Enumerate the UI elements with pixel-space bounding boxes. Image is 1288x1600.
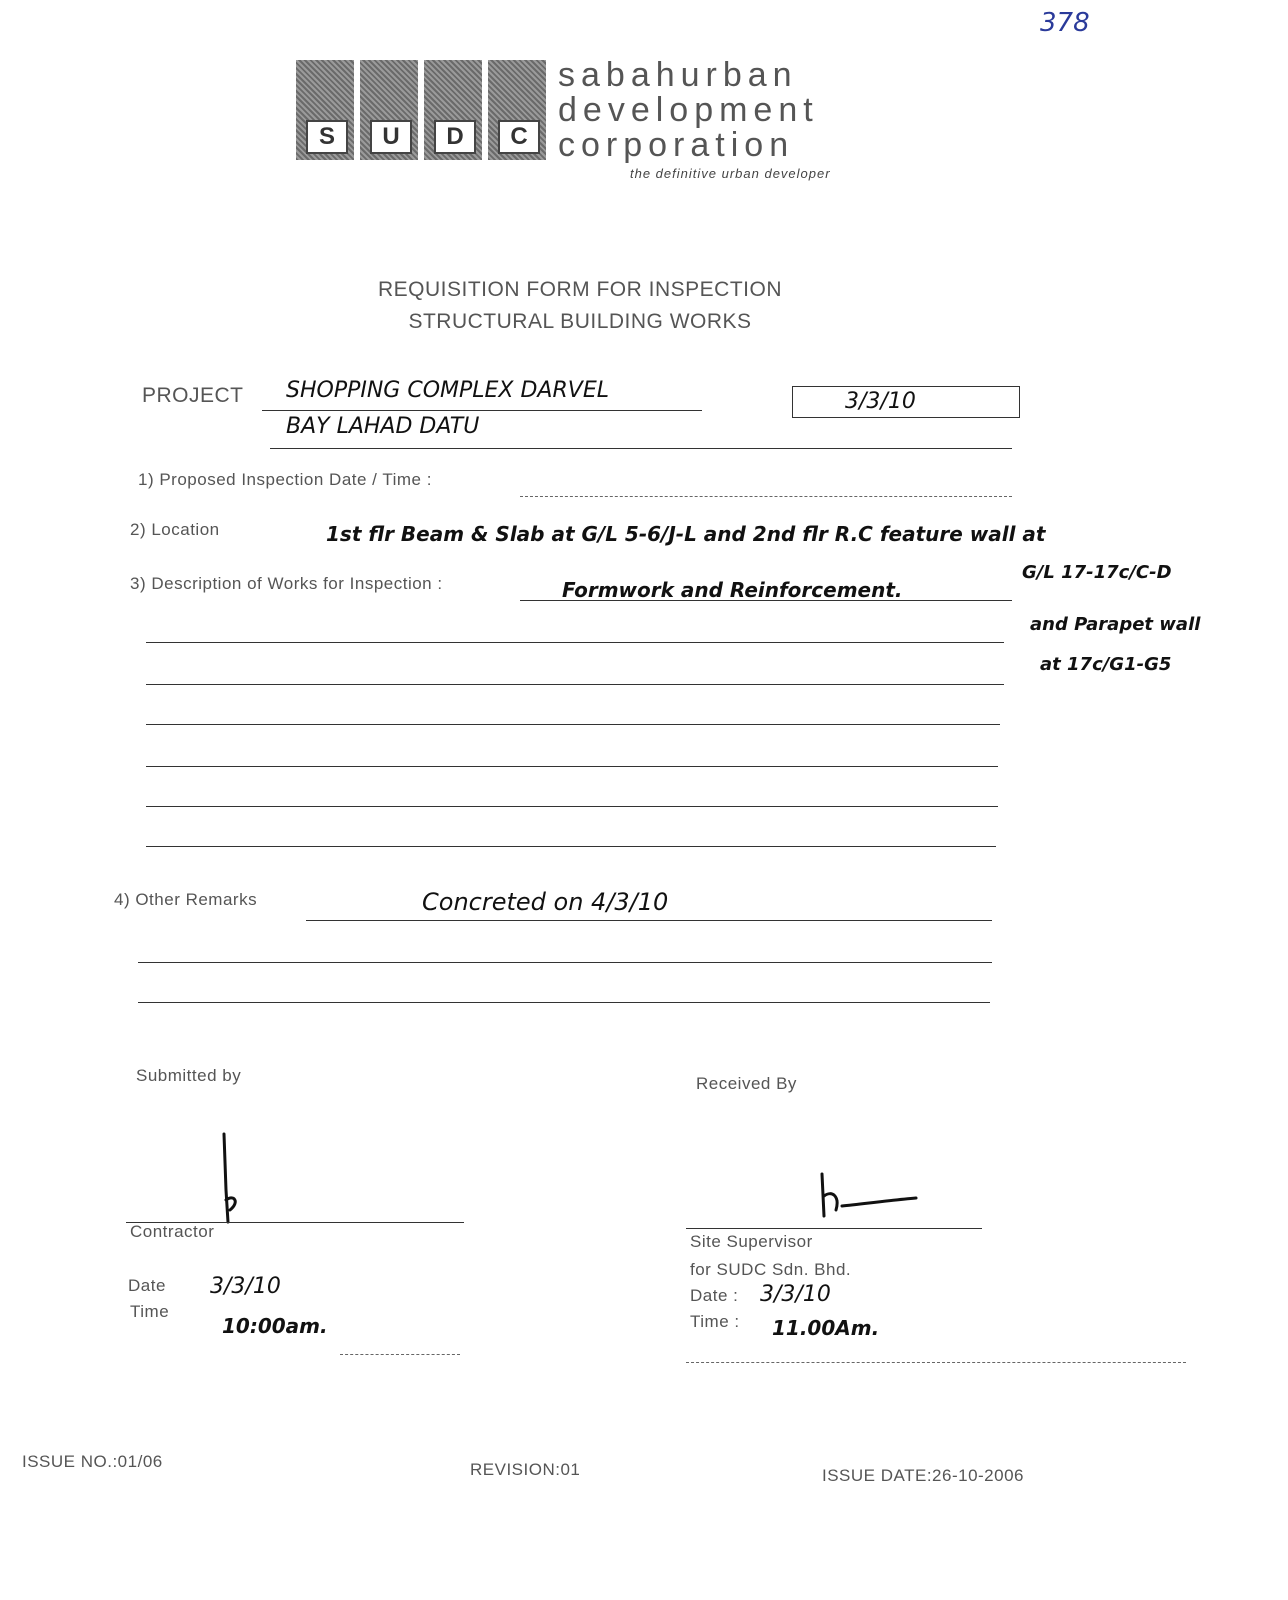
description-value: Formwork and Reinforcement. bbox=[562, 578, 903, 602]
logo-block-c bbox=[488, 60, 546, 160]
contractor-date-label: Date bbox=[128, 1276, 166, 1295]
proposed-inspection-label: 1) Proposed Inspection Date / Time : bbox=[138, 470, 432, 489]
location-label: 2) Location bbox=[130, 520, 220, 539]
logo-letter-c: C bbox=[498, 120, 540, 154]
footer-issue-no: ISSUE NO.:01/06 bbox=[22, 1452, 163, 1471]
blank-line-1 bbox=[146, 642, 1004, 643]
description-line bbox=[520, 600, 1012, 601]
project-underline-2 bbox=[270, 448, 1012, 449]
project-value-line-2: BAY LAHAD DATU bbox=[286, 414, 480, 439]
project-value-line-1: SHOPPING COMPLEX DARVEL bbox=[286, 378, 609, 403]
blank-line-2 bbox=[146, 684, 1004, 685]
logo-block-d bbox=[424, 60, 482, 160]
logo-letter-u: U bbox=[370, 120, 412, 154]
blank-line-6 bbox=[146, 846, 996, 847]
blank-line-3 bbox=[146, 724, 1000, 725]
remarks-blank-line-1 bbox=[138, 962, 992, 963]
project-underline-1 bbox=[262, 410, 702, 411]
page-number: 378 bbox=[1040, 8, 1090, 38]
proposed-inspection-line bbox=[520, 496, 1012, 497]
logo-letter-s: S bbox=[306, 120, 348, 154]
location-value: 1st flr Beam & Slab at G/L 5-6/J-L and 2nd flr R.C feature wall at bbox=[326, 522, 1046, 546]
location-value-2: G/L 17-17c/C-D bbox=[1022, 562, 1172, 583]
logo-line-2: development bbox=[558, 91, 819, 129]
submitted-by-label: Submitted by bbox=[136, 1066, 242, 1085]
form-title-line-2: STRUCTURAL BUILDING WORKS bbox=[408, 310, 752, 333]
footer-issue-date: ISSUE DATE:26-10-2006 bbox=[822, 1466, 1024, 1485]
project-date: 3/3/10 bbox=[845, 389, 916, 414]
blank-line-4 bbox=[146, 766, 998, 767]
blank-line-5 bbox=[146, 806, 998, 807]
remarks-label: 4) Other Remarks bbox=[114, 890, 258, 909]
project-label: PROJECT bbox=[142, 384, 244, 407]
logo-block-s bbox=[296, 60, 354, 160]
project-date-box bbox=[792, 386, 1020, 418]
received-by-label: Received By bbox=[696, 1074, 797, 1093]
supervisor-signature-icon bbox=[812, 1170, 922, 1220]
remarks-line bbox=[306, 920, 992, 921]
supervisor-bottom-line bbox=[686, 1362, 1186, 1363]
contractor-bottom-line bbox=[340, 1354, 460, 1355]
footer-revision: REVISION:01 bbox=[470, 1460, 581, 1479]
remarks-value: Concreted on 4/3/10 bbox=[422, 888, 669, 916]
supervisor-org: for SUDC Sdn. Bhd. bbox=[690, 1260, 852, 1279]
contractor-label: Contractor bbox=[130, 1222, 215, 1241]
supervisor-signature-line bbox=[686, 1228, 982, 1229]
supervisor-time-value: 11.00Am. bbox=[772, 1316, 880, 1340]
location-value-4: at 17c/G1-G5 bbox=[1040, 654, 1172, 675]
form-title-line-1: REQUISITION FORM FOR INSPECTION bbox=[377, 278, 782, 301]
contractor-time-label: Time bbox=[130, 1302, 170, 1321]
supervisor-time-label: Time : bbox=[690, 1312, 740, 1331]
remarks-blank-line-2 bbox=[138, 1002, 990, 1003]
logo-tagline: the definitive urban developer bbox=[630, 166, 831, 181]
location-value-3: and Parapet wall bbox=[1030, 614, 1201, 635]
supervisor-date-value: 3/3/10 bbox=[760, 1282, 831, 1307]
logo-letter-d: D bbox=[434, 120, 476, 154]
logo-line-3: corporation bbox=[558, 126, 795, 164]
logo-block-u bbox=[360, 60, 418, 160]
logo-line-1: sabahurban bbox=[558, 56, 798, 94]
contractor-date-value: 3/3/10 bbox=[210, 1274, 281, 1299]
supervisor-label: Site Supervisor bbox=[690, 1232, 813, 1251]
description-label: 3) Description of Works for Inspection : bbox=[130, 574, 443, 593]
contractor-signature-icon bbox=[210, 1130, 250, 1230]
supervisor-date-label: Date : bbox=[690, 1286, 739, 1305]
contractor-time-value: 10:00am. bbox=[222, 1314, 328, 1338]
